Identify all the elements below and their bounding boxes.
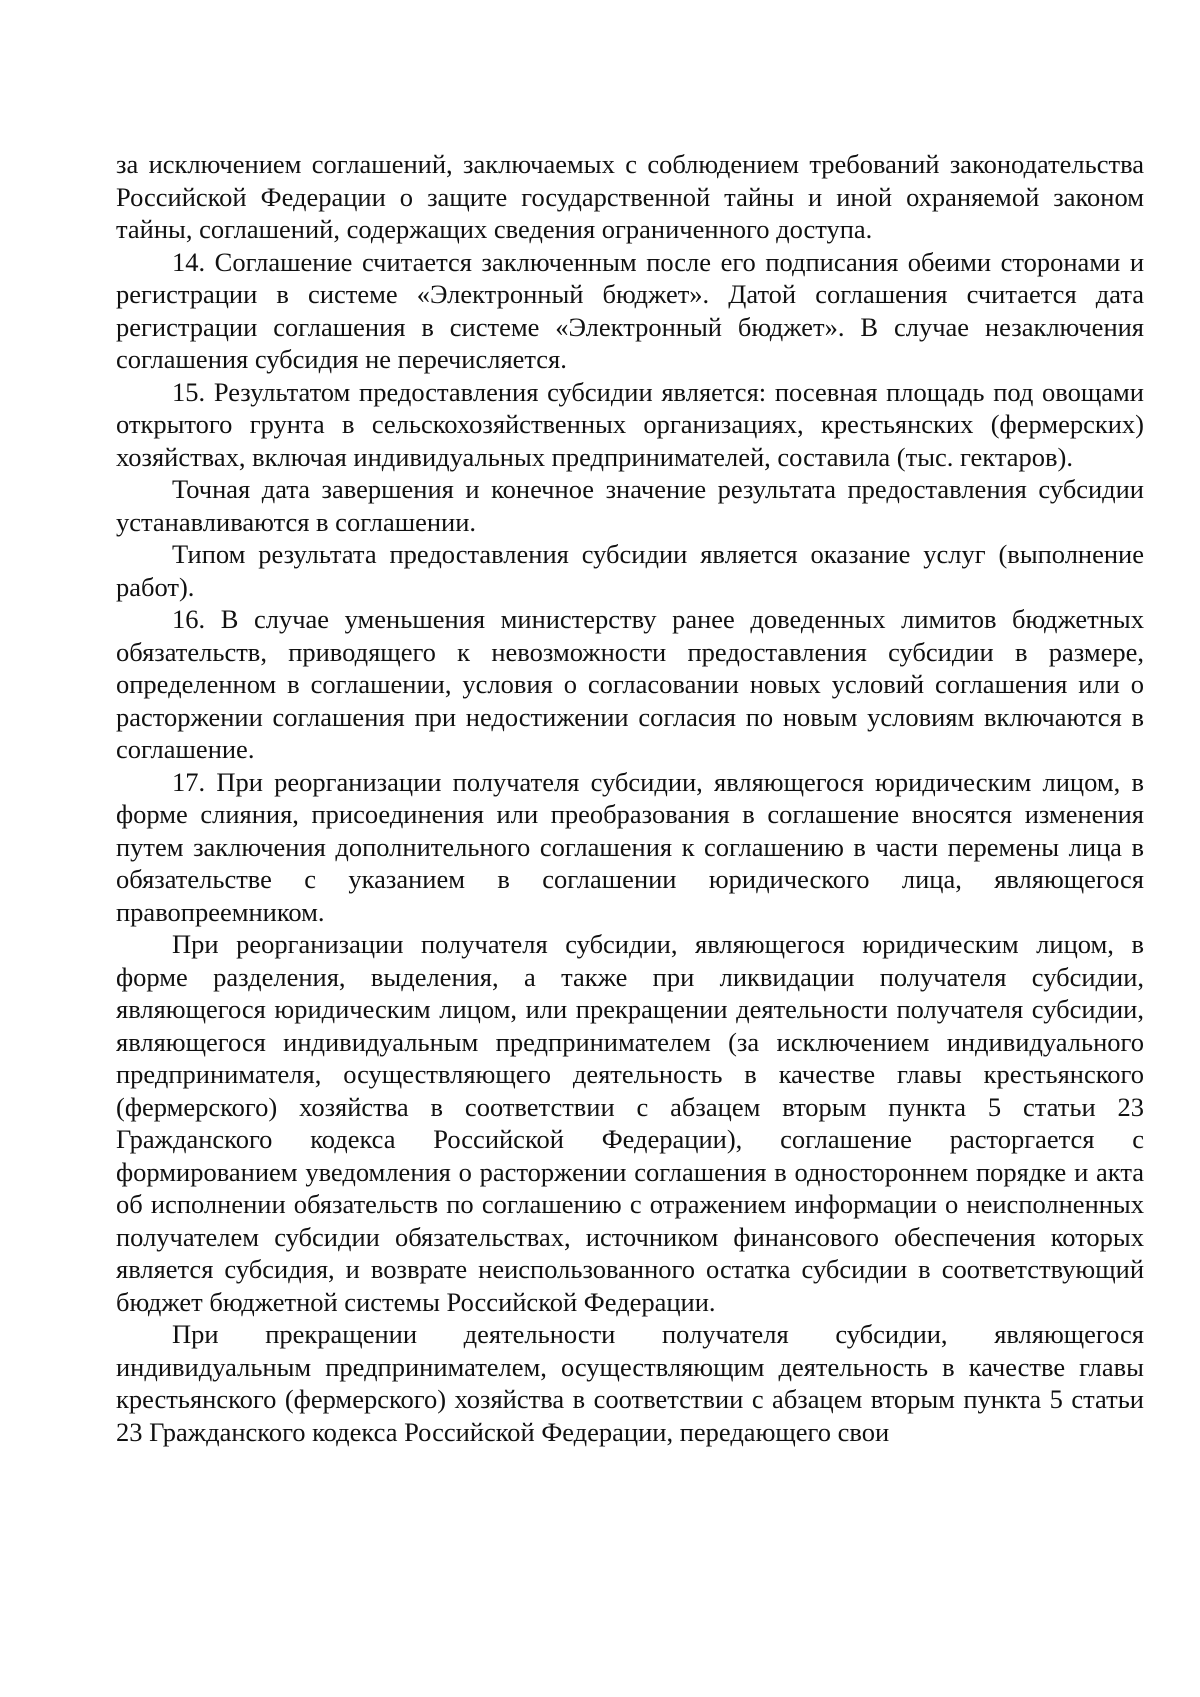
paragraph-clause-14: 14. Соглашение считается заключенным после его подписания обеими сторонами и регистрации в системе «Электронный бюджет». Датой соглашения считается дата регистрации соглашения в системе «Электронный бюджет». В случае незаключения соглашения субсидия не перечисляется. [116, 246, 1144, 374]
paragraph-result-type: Типом результата предоставления субсидии является оказание услуг (выполнение работ). [116, 539, 1144, 602]
paragraph-result-date: Точная дата завершения и конечное значение результата предоставления субсидии устанавливаются в соглашении. [116, 474, 1144, 537]
paragraph-clause-16: 16. В случае уменьшения министерству ранее доведенных лимитов бюджетных обязательств, приводящего к невозможности предоставления субсидии в размере, определенном в соглашении, условия о согласовании новых условий соглашения или о расторжении соглашения при недостижении согласия по новым условиям включаются в соглашение. [116, 604, 1144, 764]
paragraph-clause-17: 17. При реорганизации получателя субсидии, являющегося юридическим лицом, в форме слияния, присоединения или преобразования в соглашение вносятся изменения путем заключения дополнительного соглашения к соглашению в части перемены лица в обязательстве с указанием в соглашении юридического лица, являющегося правопреемником. [116, 766, 1144, 927]
paragraph-continuation: за исключением соглашений, заключаемых с соблюдением требований законодательства Российской Федерации о защите государственной тайны и иной охраняемой законом тайны, соглашений, содержащих сведения ограниченного доступа. [116, 149, 1144, 244]
paragraph-reorganization-division: При реорганизации получателя субсидии, являющегося юридическим лицом, в форме разделения, выделения, а также при ликвидации получателя субсидии, являющегося юридическим лицом, или прекращении деятельности получателя субсидии, являющегося индивидуальным предпринимателем (за исключением индивидуального предпринимателя, осуществляющего деятельность в качестве главы крестьянского (фермерского) хозяйства в соответствии с абзацем вторым пункта 5 статьи 23 Гражданского кодекса Российской Федерации), соглашение расторгается с формированием уведомления о расторжении соглашения в одностороннем порядке и акта об исполнении обязательств по соглашению с отражением информации о неисполненных получателем субсидии обязательствах, источником финансового обеспечения которых является субсидия, и возврате неиспользованного остатка субсидии в соответствующий бюджет бюджетной системы Российской Федерации. [116, 929, 1144, 1317]
paragraph-termination-farm-head: При прекращении деятельности получателя субсидии, являющегося индивидуальным предпринимателем, осуществляющим деятельность в качестве главы крестьянского (фермерского) хозяйства в соответствии с абзацем вторым пункта 5 статьи 23 Гражданского кодекса Российской Федерации, передающего свои [116, 1319, 1144, 1447]
document-body [116, 148, 1144, 1448]
paragraph-clause-15: 15. Результатом предоставления субсидии является: посевная площадь под овощами открытого грунта в сельскохозяйственных организациях, крестьянских (фермерских) хозяйствах, включая индивидуальных предпринимателей, составила (тыс. гектаров). [116, 376, 1144, 472]
